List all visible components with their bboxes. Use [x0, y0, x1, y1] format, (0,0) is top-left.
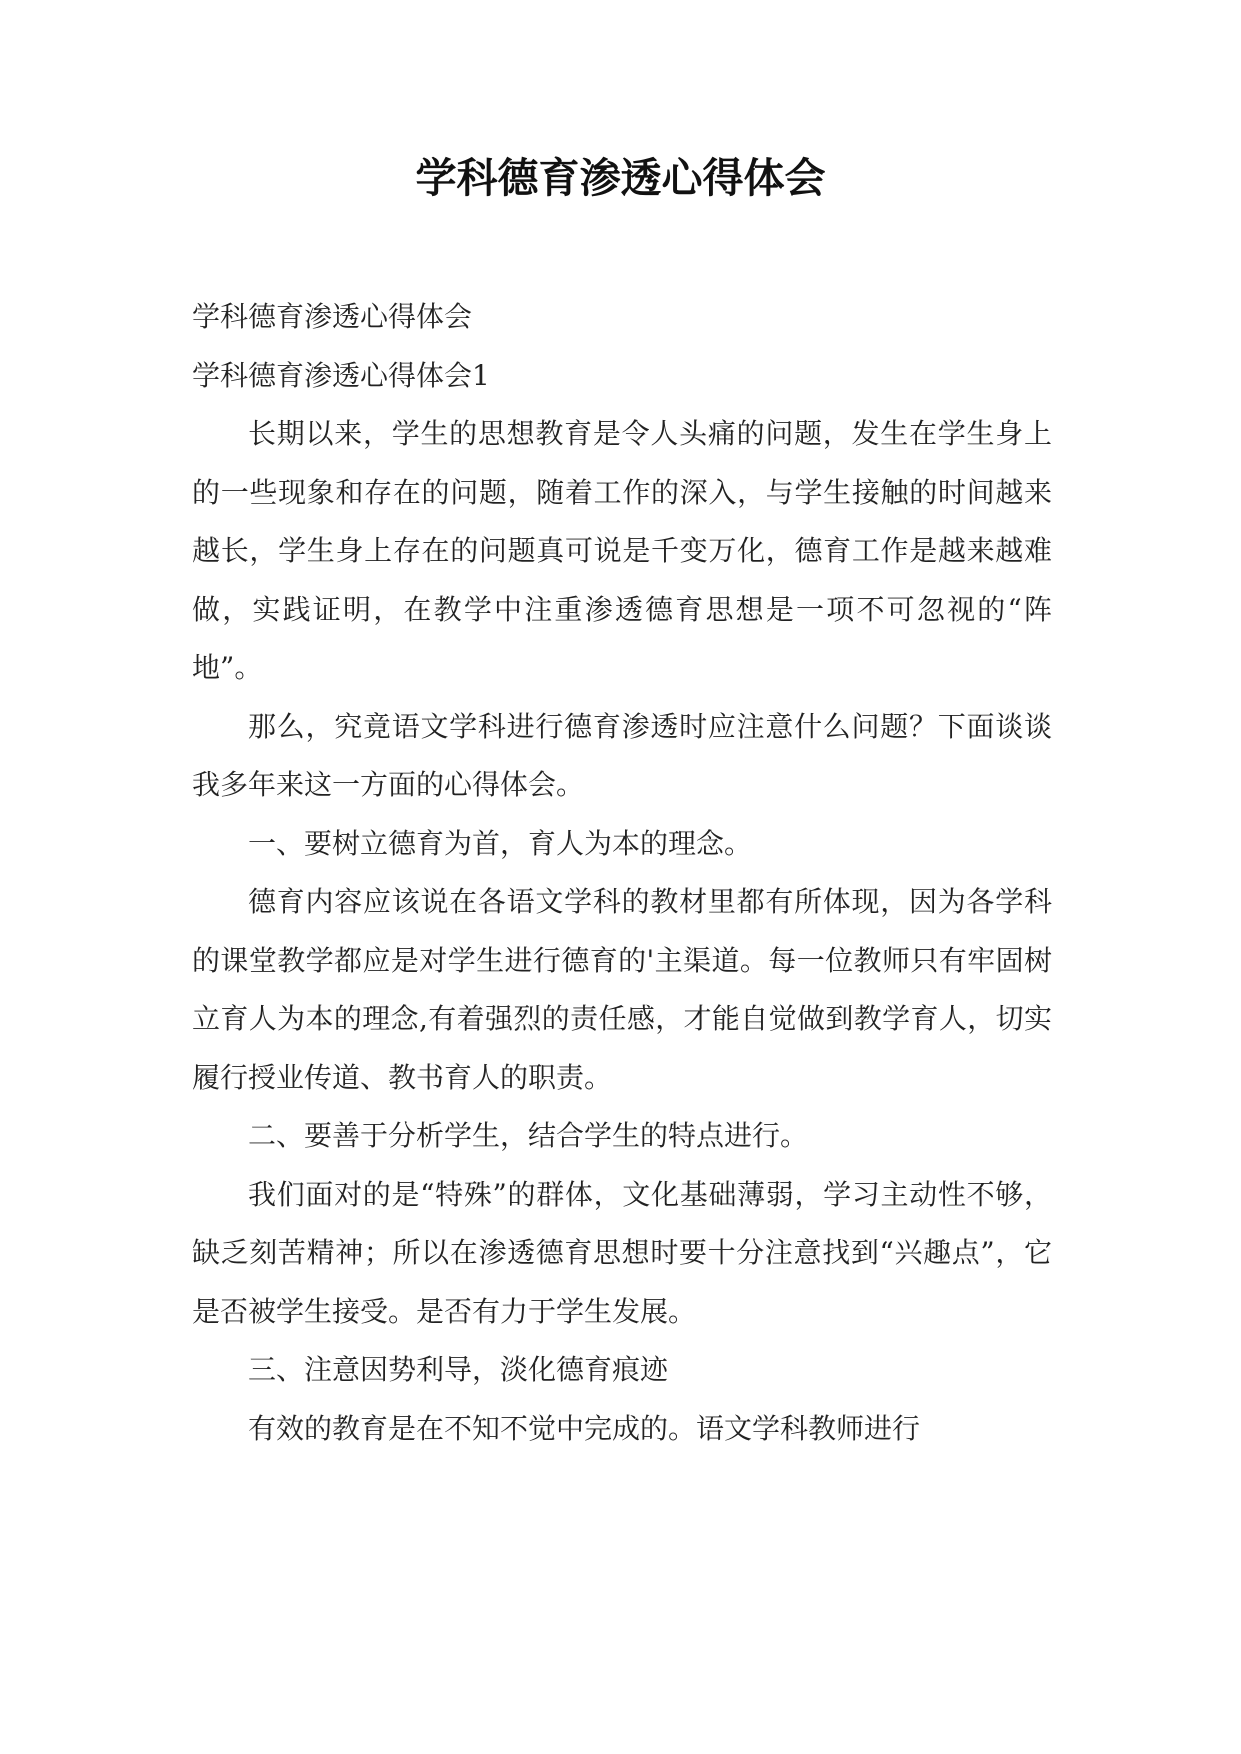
- document-title: 学科德育渗透心得体会: [415, 154, 826, 202]
- paragraph-heading: 三、注意因势利导，淡化德育痕迹: [248, 1353, 669, 1386]
- paragraph-heading: 一、要树立德育为首，育人为本的理念。: [248, 826, 753, 860]
- section-heading: 学科德育渗透心得体会1: [192, 358, 490, 392]
- paragraph: 长期以来，学生的思想教育是令人头痛的问题，发生在学生身上的一些现象和存在的问题，随着工作的深入，与学生接触的时间越来越长，学生身上存在的问题真可说是千变万化，德育工作是越来越难做，实践证明，在教学中注重渗透德育思想是一项不可忽视的“阵地”。: [192, 417, 1052, 684]
- paragraph: 那么，究竟语文学科进行德育渗透时应注意什么问题？下面谈谈我多年来这一方面的心得体会。: [192, 709, 1052, 801]
- paragraph: 有效的教育是在不知不觉中完成的。语文学科教师进行: [248, 1411, 921, 1445]
- paragraph: 我们面对的是“特殊”的群体，文化基础薄弱，学习主动性不够，缺乏刻苦精神；所以在渗透德育思想时要十分注意找到“兴趣点”，它是否被学生接受。是否有力于学生发展。: [192, 1177, 1052, 1328]
- paragraph-heading: 二、要善于分析学生，结合学生的特点进行。: [248, 1119, 809, 1152]
- document-subtitle: 学科德育渗透心得体会: [192, 300, 473, 333]
- paragraph: 德育内容应该说在各语文学科的教材里都有所体现，因为各学科的课堂教学都应是对学生进行德育的'主渠道。每一位教师只有牢固树立育人为本的理念,有着强烈的责任感，才能自觉做到教学育人，切实履行授业传道、教书育人的职责。: [192, 885, 1052, 1094]
- document-body: [192, 288, 1052, 1458]
